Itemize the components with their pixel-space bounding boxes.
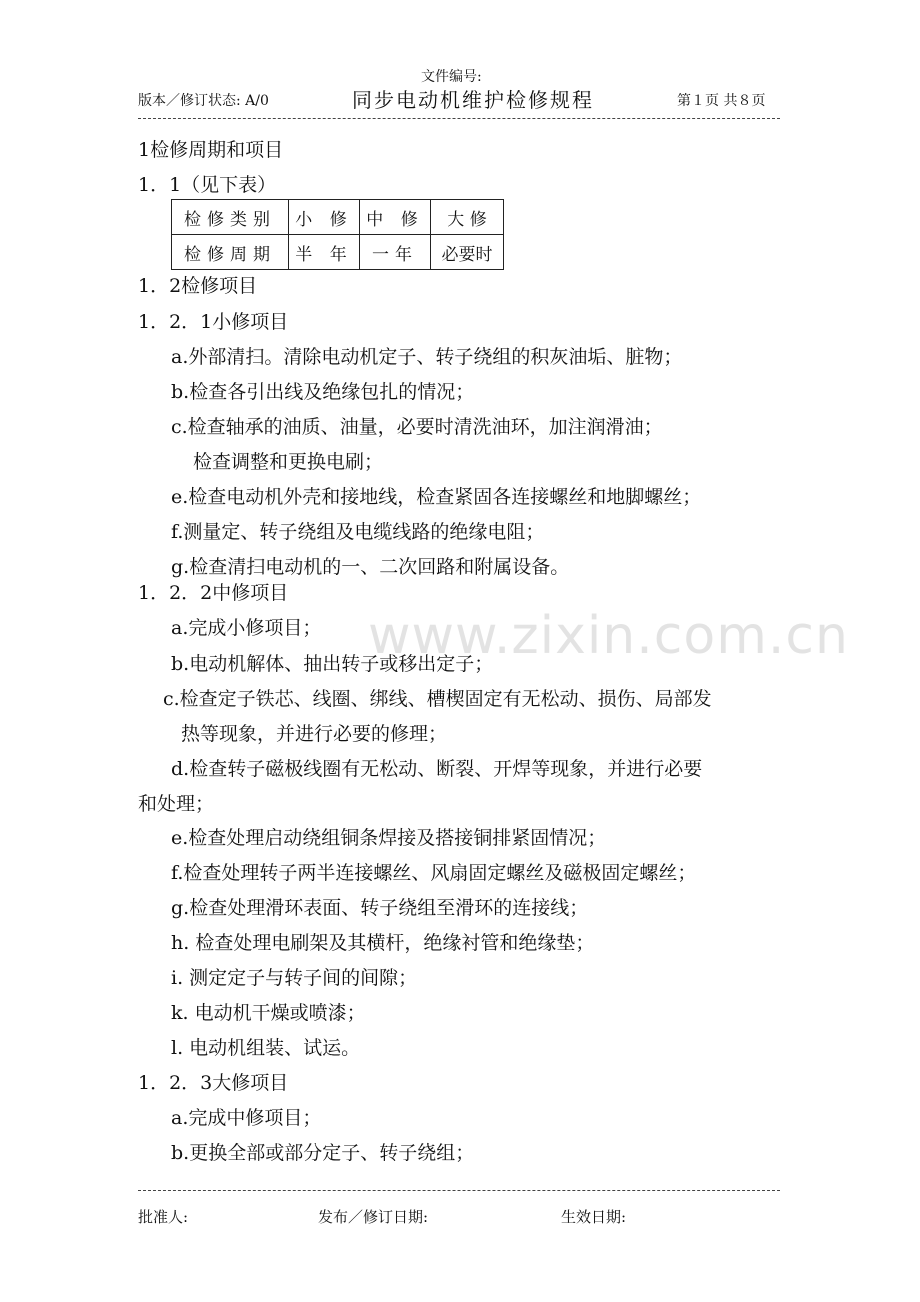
- list-item: d.检查转子磁极线圈有无松动、断裂、开焊等现象，并进行必要: [171, 758, 703, 780]
- maintenance-schedule-table: [171, 199, 504, 270]
- list-item: e.检查处理启动绕组铜条焊接及搭接铜排紧固情况；: [171, 827, 607, 849]
- list-item-continuation: 和处理；: [138, 793, 215, 815]
- list-item: c.检查定子铁芯、线圈、绑线、槽楔固定有无松动、损伤、局部发: [163, 688, 712, 710]
- list-item: 检查调整和更换电刷；: [193, 451, 384, 473]
- table-cell: 检修周期: [172, 235, 289, 270]
- list-item: a.外部清扫。清除电动机定子、转子绕组的积灰油垢、脏物；: [171, 346, 683, 368]
- document-title: 同步电动机维护检修规程: [352, 88, 594, 112]
- table-cell: 大 修: [431, 200, 504, 235]
- list-item: f.检查处理转子两半连接螺丝、风扇固定螺丝及磁极固定螺丝；: [171, 862, 697, 884]
- list-item: a.完成中修项目；: [171, 1107, 322, 1129]
- list-item: b.更换全部或部分定子、转子绕组；: [171, 1142, 475, 1164]
- list-item: e.检查电动机外壳和接地线，检查紧固各连接螺丝和地脚螺丝；: [171, 486, 702, 508]
- table-row: [172, 235, 504, 270]
- list-item: b.检查各引出线及绝缘包扎的情况；: [171, 381, 475, 403]
- effective-date-label: 生效日期:: [561, 1208, 627, 1226]
- table-cell: 小 修: [289, 200, 360, 235]
- section-heading: 1检修周期和项目: [138, 139, 284, 161]
- release-date-label: 发布／修订日期:: [318, 1208, 429, 1226]
- table-cell: 中 修: [360, 200, 431, 235]
- list-item-continuation: 热等现象，并进行必要的修理；: [181, 723, 448, 745]
- subsection-heading: 1．1（见下表）: [138, 174, 277, 196]
- list-item: a.完成小修项目；: [171, 617, 322, 639]
- list-item: g.检查处理滑环表面、转子绕组至滑环的连接线；: [171, 897, 589, 919]
- table-cell: 一年: [360, 235, 431, 270]
- table-row: [172, 200, 504, 235]
- subsection-heading: 1．2检修项目: [138, 275, 258, 297]
- list-item: k. 电动机干燥或喷漆；: [171, 1002, 366, 1024]
- list-item: g.检查清扫电动机的一、二次回路和附属设备。: [171, 556, 570, 578]
- approver-label: 批准人:: [138, 1208, 189, 1226]
- subsection-heading: 1．2．3大修项目: [138, 1072, 289, 1094]
- page-info: 第１页 共８页: [677, 93, 766, 109]
- subsection-heading: 1．2．1小修项目: [138, 311, 289, 333]
- list-item: b.电动机解体、抽出转子或移出定子；: [171, 653, 494, 675]
- list-item: c.检查轴承的油质、油量，必要时清洗油环，加注润滑油；: [171, 416, 663, 438]
- table-cell: 必要时: [431, 235, 504, 270]
- list-item: h. 检查处理电刷架及其横杆，绝缘衬管和绝缘垫；: [171, 932, 595, 954]
- list-item: f.测量定、转子绕组及电缆线路的绝缘电阻；: [171, 521, 545, 543]
- version-label: 版本／修订状态: A/0: [138, 93, 269, 109]
- list-item: l. 电动机组装、试运。: [171, 1037, 361, 1059]
- table-cell: 检修类别: [172, 200, 289, 235]
- table-cell: 半 年: [289, 235, 360, 270]
- doc-number-label: 文件编号:: [421, 69, 482, 85]
- header-divider: [138, 118, 780, 119]
- watermark: www.zixin.com.cn: [368, 606, 849, 666]
- subsection-heading: 1．2．2中修项目: [138, 582, 289, 604]
- list-item: i. 测定定子与转子间的间隙；: [171, 967, 418, 989]
- footer-divider: [138, 1190, 780, 1191]
